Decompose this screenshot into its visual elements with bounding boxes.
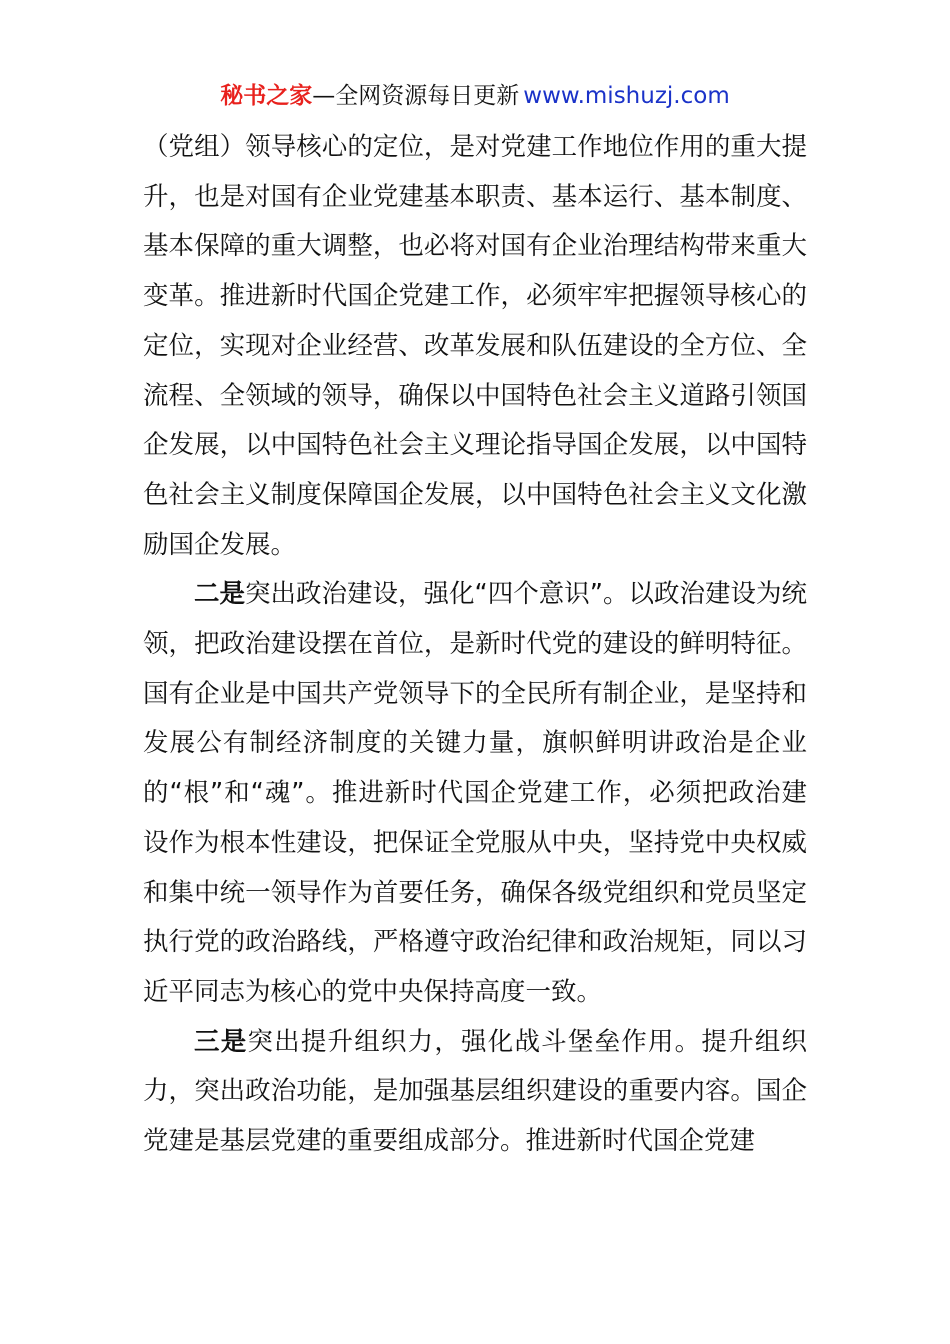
paragraph-text: 突出政治建设，强化“四个意识”。以政治建设为统领，把政治建设摆在首位，是新时代党的建设的鲜明特征。国有企业是中国共产党领导下的全民所有制企业，是坚持和发展公有制经济制度的关键力量，旗帜鲜明讲政治是企业的“根”和“魂”。推进新时代国企党建工作，必须把政治建设作为根本性建设，把保证全党服从中央，坚持党中央权威和集中统一领导作为首要任务，确保各级党组织和党员坚定执行党的政治路线，严格遵守政治纪律和政治规矩，同以习近平同志为核心的党中央保持高度一致。 (143, 579, 807, 1007)
paragraph-continued (143, 123, 807, 570)
site-tagline: —全网资源每日更新 (312, 83, 520, 109)
paragraph-label: 三是 (194, 1026, 248, 1057)
site-header (0, 78, 950, 114)
paragraph-text: （党组）领导核心的定位，是对党建工作地位作用的重大提升，也是对国有企业党建基本职责、基本运行、基本制度、基本保障的重大调整，也必将对国有企业治理结构带来重大变革。推进新时代国企党建工作，必须牢牢把握领导核心的定位，实现对企业经营、改革发展和队伍建设的全方位、全流程、全领域的领导，确保以中国特色社会主义道路引领国企发展，以中国特色社会主义理论指导国企发展，以中国特色社会主义制度保障国企发展，以中国特色社会主义文化激励国企发展。 (143, 132, 807, 560)
paragraph-point-two (143, 570, 807, 1017)
paragraph-label: 二是 (194, 579, 246, 610)
paragraph-point-three (143, 1018, 807, 1167)
site-url-link[interactable]: www.mishuzj.com (523, 83, 730, 109)
document-body (143, 123, 807, 1167)
paragraph-text: 突出提升组织力，强化战斗堡垒作用。提升组织力，突出政治功能，是加强基层组织建设的重要内容。国企党建是基层党建的重要组成部分。推进新时代国企党建 (143, 1026, 807, 1157)
site-brand: 秘书之家 (220, 83, 313, 109)
